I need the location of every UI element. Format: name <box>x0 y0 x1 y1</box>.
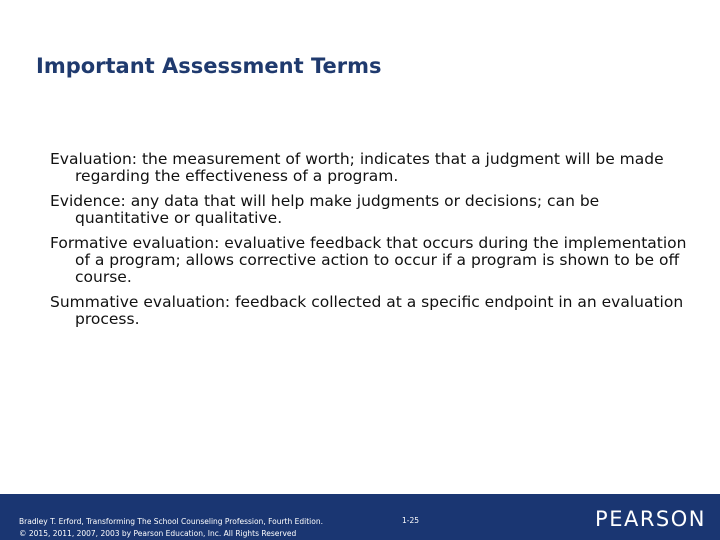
term-definition: feedback collected at a specific endpoint in an evaluation process. <box>75 293 684 328</box>
term-definition: the measurement of worth; indicates that a judgment will be made regarding the effectiveness of a program. <box>75 150 664 185</box>
term-label: Formative evaluation: <box>50 234 220 252</box>
term-label: Summative evaluation: <box>50 293 231 311</box>
footer-citation <box>19 516 323 540</box>
term-label: Evaluation: <box>50 150 138 168</box>
term-summative-evaluation <box>50 294 690 328</box>
terms-list <box>50 151 690 336</box>
citation-line-2: © 2015, 2011, 2007, 2003 by Pearson Education, Inc. All Rights Reserved <box>19 529 297 538</box>
page-number: 1-25 <box>402 516 420 525</box>
term-evaluation <box>50 151 690 185</box>
term-definition: any data that will help make judgments or decisions; can be quantitative or qualitative. <box>75 192 600 227</box>
slide-title: Important Assessment Terms <box>36 54 382 78</box>
term-formative-evaluation <box>50 235 690 286</box>
term-label: Evidence: <box>50 192 126 210</box>
term-evidence <box>50 193 690 227</box>
footer-bar <box>0 494 720 540</box>
citation-line-1: Bradley T. Erford, Transforming The School Counseling Profession, Fourth Edition. <box>19 517 323 526</box>
term-definition: evaluative feedback that occurs during the implementation of a program; allows corrective action to occur if a program is shown to be off course. <box>75 234 687 286</box>
pearson-logo: PEARSON <box>595 507 706 531</box>
